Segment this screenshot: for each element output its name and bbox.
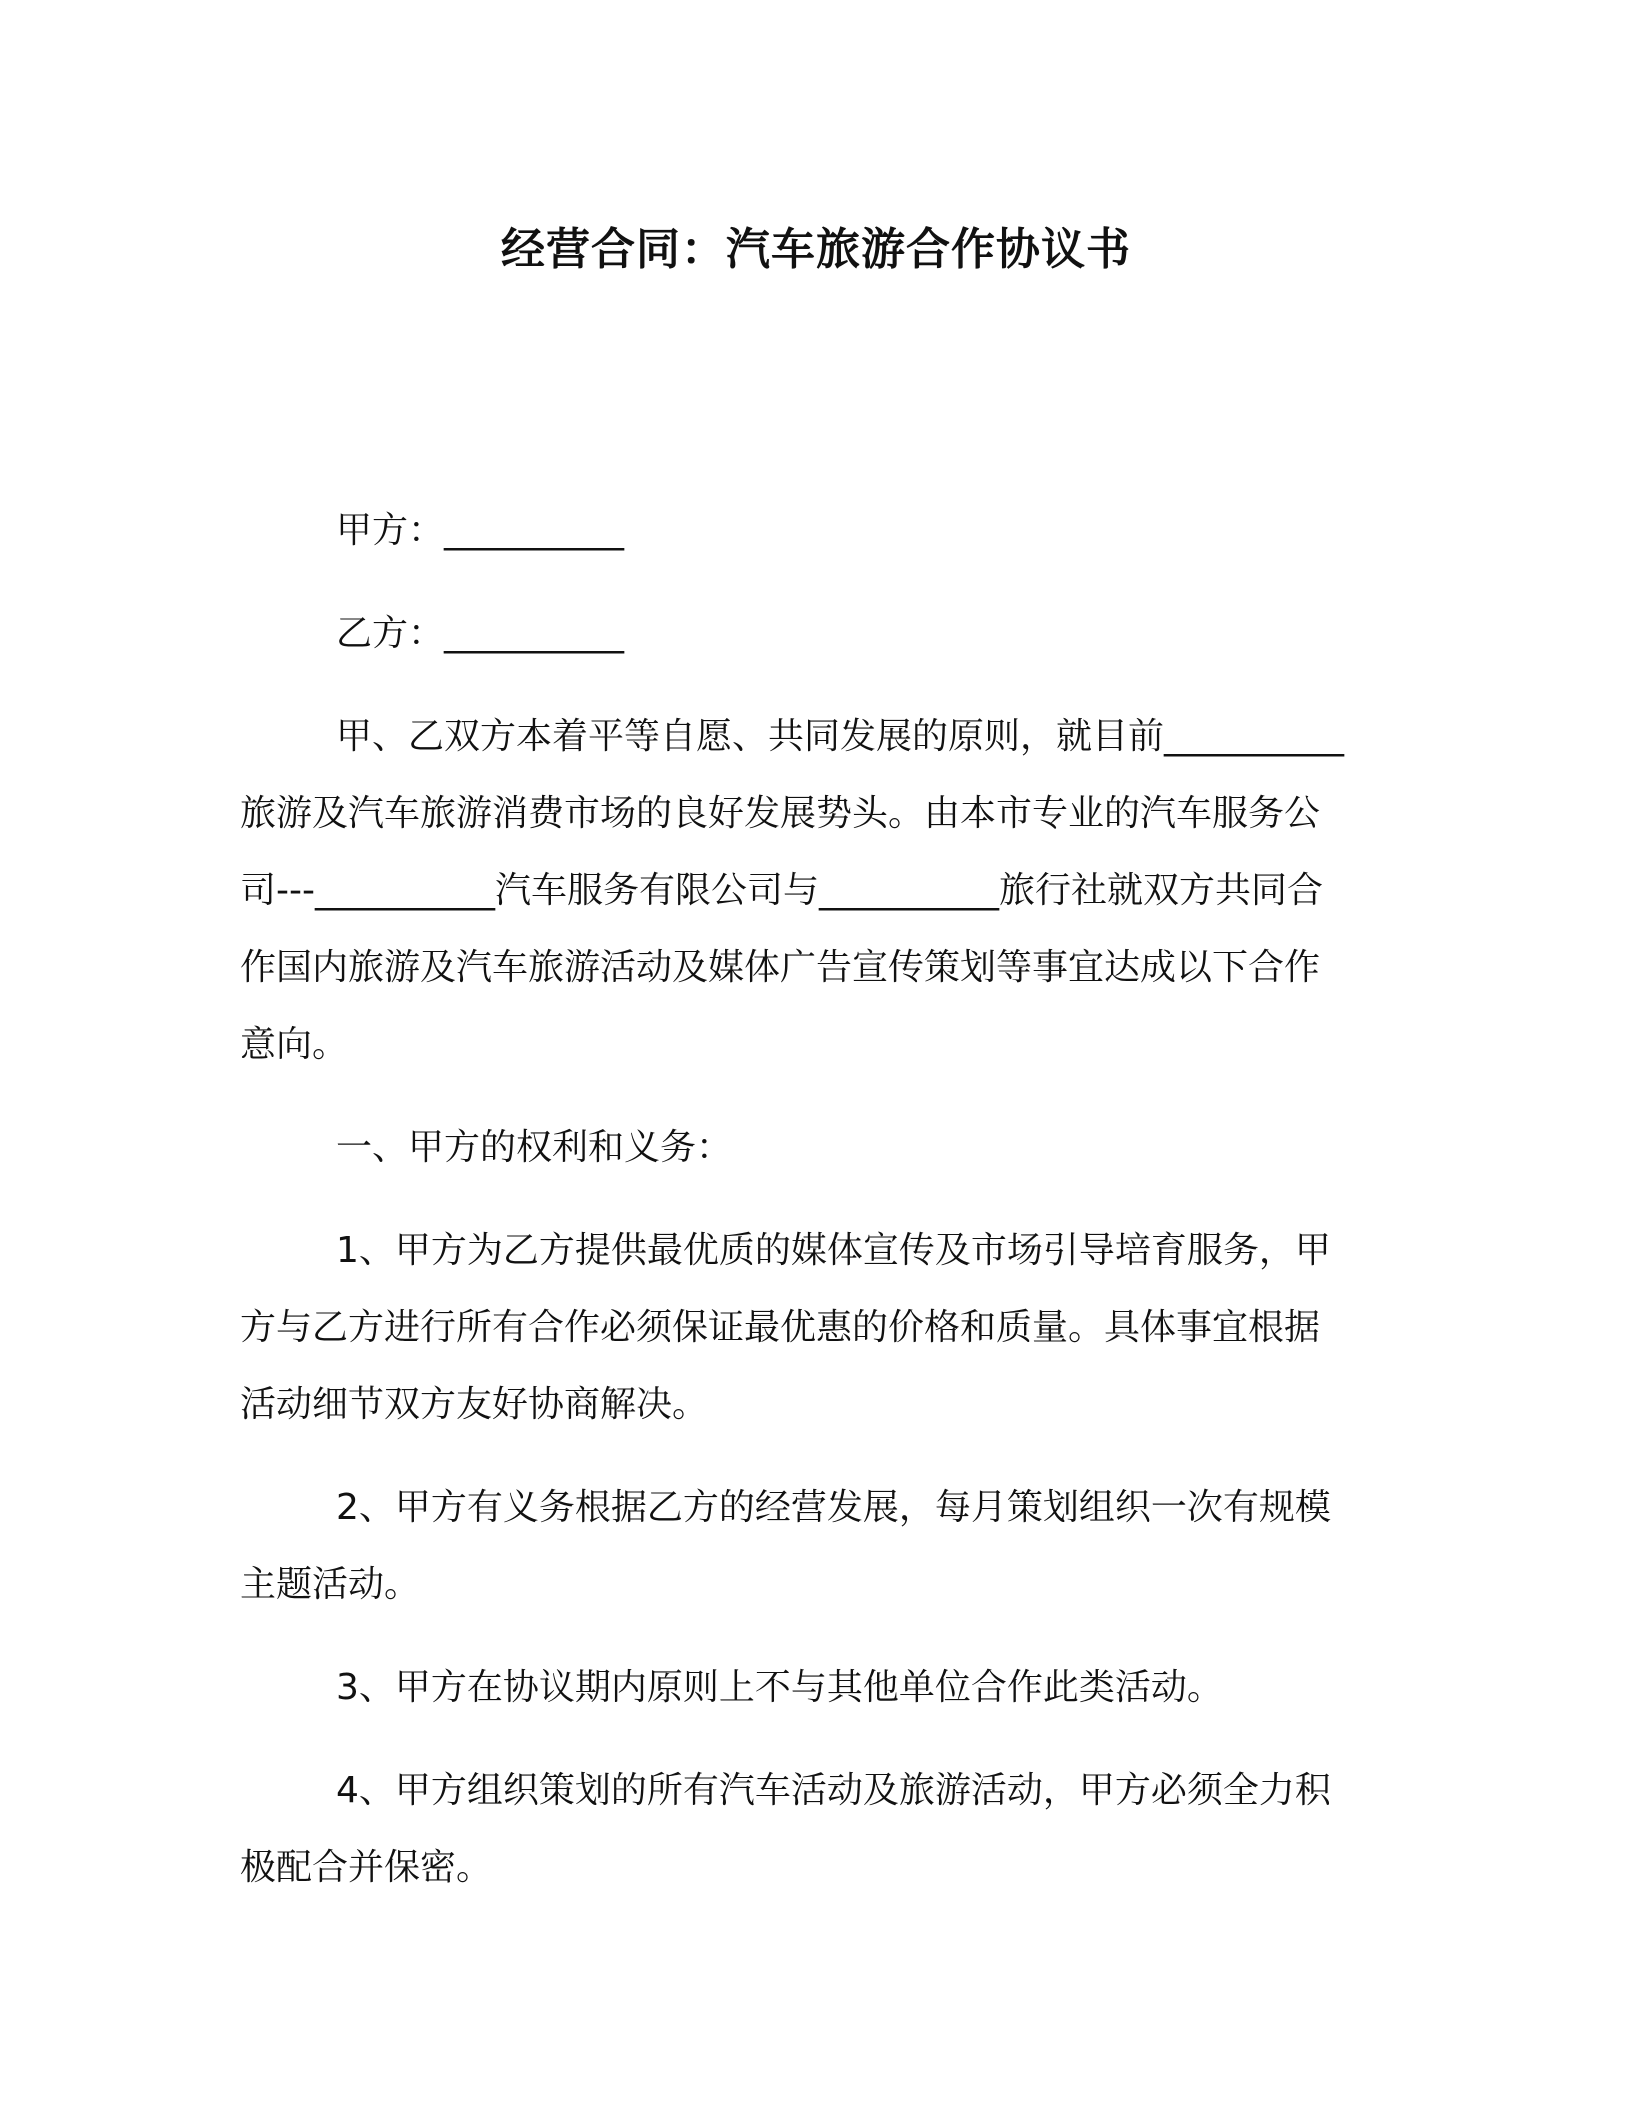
clause-4: [240, 1752, 1360, 1906]
intro-line: 作国内旅游及汽车旅游活动及媒体广告宣传策划等事宜达成以下合作: [240, 947, 1321, 988]
intro-line: 意向。: [240, 1024, 349, 1065]
intro-line: 司---__________汽车服务有限公司与__________旅行社就双方共同合: [240, 870, 1323, 911]
clause-line: 4、甲方组织策划的所有汽车活动及旅游活动，甲方必须全力积: [336, 1770, 1331, 1811]
document-title: 经营合同：汽车旅游合作协议书: [501, 224, 1131, 275]
clause-line: 极配合并保密。: [240, 1847, 493, 1888]
party-a-text: 甲方：__________: [336, 510, 625, 551]
section-heading-text: 一、甲方的权利和义务：: [336, 1127, 733, 1168]
clause-2: [240, 1469, 1360, 1623]
intro-line: 甲、乙双方本着平等自愿、共同发展的原则，就目前__________: [336, 716, 1345, 757]
party-b-line: [240, 595, 1360, 672]
clause-line: 活动细节双方友好协商解决。: [240, 1384, 709, 1425]
clause-line: 1、甲方为乙方提供最优质的媒体宣传及市场引导培育服务，甲: [336, 1230, 1331, 1271]
intro-line: 旅游及汽车旅游消费市场的良好发展势头。由本市专业的汽车服务公: [240, 793, 1321, 834]
clause-line: 方与乙方进行所有合作必须保证最优惠的价格和质量。具体事宜根据: [240, 1307, 1321, 1348]
section-heading: [240, 1109, 1360, 1186]
intro-paragraph: [240, 698, 1360, 1083]
clause-3: [240, 1649, 1360, 1726]
document-body: [240, 492, 1360, 1906]
clause-line: 3、甲方在协议期内原则上不与其他单位合作此类活动。: [336, 1667, 1223, 1708]
party-a-line: [240, 492, 1360, 569]
party-b-text: 乙方：__________: [336, 613, 625, 654]
clause-line: 主题活动。: [240, 1564, 421, 1605]
clause-line: 2、甲方有义务根据乙方的经营发展，每月策划组织一次有规模: [336, 1487, 1331, 1528]
clause-1: [240, 1212, 1360, 1443]
